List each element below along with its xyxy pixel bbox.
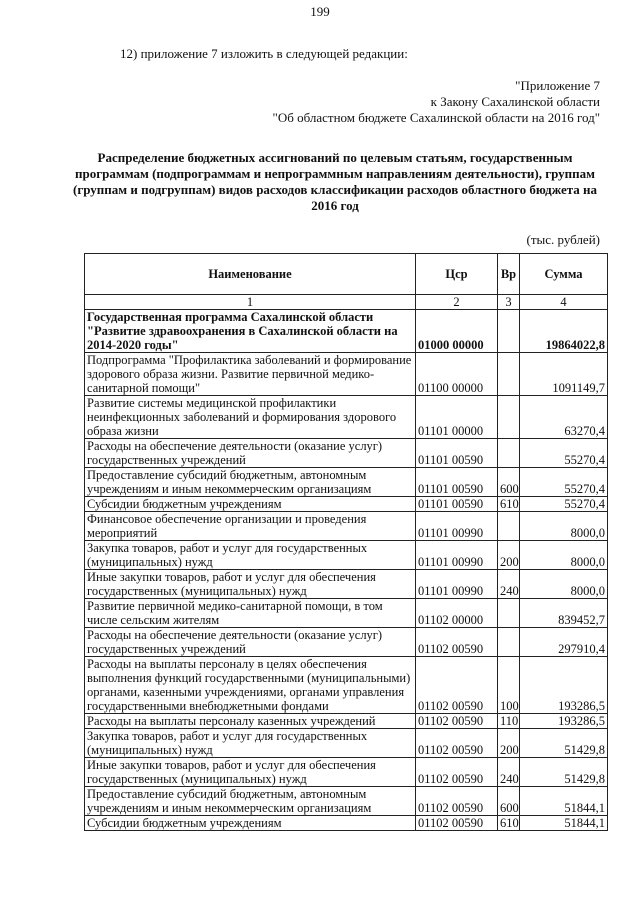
- row-sum: 51429,8: [520, 729, 608, 758]
- page-number: 199: [310, 4, 330, 19]
- row-vr: [498, 512, 520, 541]
- header-vr: Вр: [498, 254, 520, 295]
- row-name: Расходы на обеспечение деятельности (оказание услуг) государственных учреждений: [85, 439, 416, 468]
- table-row: [85, 570, 608, 599]
- table-row: [85, 714, 608, 729]
- row-vr: 600: [498, 468, 520, 497]
- row-name: Развитие первичной медико-санитарной помощи, в том числе сельским жителям: [85, 599, 416, 628]
- table-row: [85, 729, 608, 758]
- row-vr: 600: [498, 787, 520, 816]
- document-title: Распределение бюджетных ассигнований по целевым статьям, государственным программам (подпрограммам и непрограммным направлениям деятельности), группам (группам и подгруппам) видов расходов классификации расходов областного бюджета на 2016 год: [72, 150, 598, 213]
- appendix-line-1: "Приложение 7: [515, 78, 600, 93]
- row-sum: 193286,5: [520, 657, 608, 714]
- row-name: Финансовое обеспечение организации и проведения мероприятий: [85, 512, 416, 541]
- row-vr: 240: [498, 758, 520, 787]
- row-name: Предоставление субсидий бюджетным, автономным учреждениям и иным некоммерческим организациям: [85, 787, 416, 816]
- units-label: (тыс. рублей): [526, 232, 600, 247]
- row-code: 01000 00000: [416, 310, 498, 353]
- row-name: Иные закупки товаров, работ и услуг для обеспечения государственных (муниципальных) нужд: [85, 570, 416, 599]
- column-number: 2: [416, 295, 498, 310]
- row-vr: 610: [498, 816, 520, 831]
- budget-table: [84, 253, 608, 831]
- row-name: Субсидии бюджетным учреждениям: [85, 816, 416, 831]
- row-sum: 55270,4: [520, 468, 608, 497]
- column-number: 1: [85, 295, 416, 310]
- column-number: 3: [498, 295, 520, 310]
- row-vr: [498, 310, 520, 353]
- row-name: Расходы на выплаты персоналу казенных учреждений: [85, 714, 416, 729]
- row-sum: 8000,0: [520, 570, 608, 599]
- row-vr: [498, 353, 520, 396]
- row-code: 01101 00590: [416, 497, 498, 512]
- table-row: [85, 758, 608, 787]
- row-code: 01101 00990: [416, 541, 498, 570]
- table-row: [85, 439, 608, 468]
- row-code: 01102 00590: [416, 758, 498, 787]
- column-numbering-row: [85, 295, 608, 310]
- table-row: [85, 657, 608, 714]
- row-code: 01101 00590: [416, 439, 498, 468]
- row-vr: 610: [498, 497, 520, 512]
- table-row: [85, 396, 608, 439]
- row-code: 01102 00590: [416, 816, 498, 831]
- row-sum: 55270,4: [520, 497, 608, 512]
- row-name: Закупка товаров, работ и услуг для государственных (муниципальных) нужд: [85, 541, 416, 570]
- row-vr: [498, 396, 520, 439]
- intro-text: 12) приложение 7 изложить в следующей редакции:: [120, 46, 408, 61]
- row-code: 01101 00000: [416, 396, 498, 439]
- row-code: 01102 00590: [416, 714, 498, 729]
- table-header-row: [85, 254, 608, 295]
- row-sum: 8000,0: [520, 541, 608, 570]
- row-name: Государственная программа Сахалинской области "Развитие здравоохранения в Сахалинской области на 2014-2020 годы": [85, 310, 416, 353]
- table-row: [85, 599, 608, 628]
- appendix-line-3: "Об областном бюджете Сахалинской области на 2016 год": [272, 110, 600, 125]
- table-row: [85, 353, 608, 396]
- row-name: Развитие системы медицинской профилактики неинфекционных заболеваний и формирования здорового образа жизни: [85, 396, 416, 439]
- column-number: 4: [520, 295, 608, 310]
- row-vr: 110: [498, 714, 520, 729]
- row-name: Иные закупки товаров, работ и услуг для обеспечения государственных (муниципальных) нужд: [85, 758, 416, 787]
- row-code: 01102 00000: [416, 599, 498, 628]
- row-code: 01101 00590: [416, 468, 498, 497]
- header-code: Цср: [416, 254, 498, 295]
- row-name: Подпрограмма "Профилактика заболеваний и формирование здорового образа жизни. Развитие первичной медико-санитарной помощи": [85, 353, 416, 396]
- row-code: 01101 00990: [416, 570, 498, 599]
- appendix-line-2: к Закону Сахалинской области: [430, 94, 600, 109]
- row-name: Расходы на выплаты персоналу в целях обеспечения выполнения функций государственными (муниципальными) органами, казенными учреждениями, органами управления государственными внебюджетными фондами: [85, 657, 416, 714]
- table-row: [85, 816, 608, 831]
- table-row: [85, 628, 608, 657]
- table-row: [85, 787, 608, 816]
- row-vr: 240: [498, 570, 520, 599]
- row-code: 01102 00590: [416, 787, 498, 816]
- row-code: 01102 00590: [416, 657, 498, 714]
- row-sum: 19864022,8: [520, 310, 608, 353]
- table-row: [85, 541, 608, 570]
- row-code: 01100 00000: [416, 353, 498, 396]
- row-name: Предоставление субсидий бюджетным, автономным учреждениям и иным некоммерческим организациям: [85, 468, 416, 497]
- row-vr: 200: [498, 541, 520, 570]
- row-sum: 193286,5: [520, 714, 608, 729]
- row-code: 01101 00990: [416, 512, 498, 541]
- row-code: 01102 00590: [416, 729, 498, 758]
- table-row: [85, 310, 608, 353]
- row-sum: 297910,4: [520, 628, 608, 657]
- table-row: [85, 468, 608, 497]
- row-sum: 55270,4: [520, 439, 608, 468]
- header-sum: Сумма: [520, 254, 608, 295]
- row-sum: 8000,0: [520, 512, 608, 541]
- table-row: [85, 497, 608, 512]
- row-sum: 1091149,7: [520, 353, 608, 396]
- row-name: Закупка товаров, работ и услуг для государственных (муниципальных) нужд: [85, 729, 416, 758]
- row-code: 01102 00590: [416, 628, 498, 657]
- row-sum: 51844,1: [520, 816, 608, 831]
- row-sum: 63270,4: [520, 396, 608, 439]
- row-name: Расходы на обеспечение деятельности (оказание услуг) государственных учреждений: [85, 628, 416, 657]
- row-vr: 100: [498, 657, 520, 714]
- row-vr: 200: [498, 729, 520, 758]
- appendix-header: [273, 78, 600, 126]
- row-name: Субсидии бюджетным учреждениям: [85, 497, 416, 512]
- header-name: Наименование: [85, 254, 416, 295]
- row-vr: [498, 439, 520, 468]
- row-sum: 839452,7: [520, 599, 608, 628]
- row-vr: [498, 628, 520, 657]
- table-row: [85, 512, 608, 541]
- row-sum: 51429,8: [520, 758, 608, 787]
- row-sum: 51844,1: [520, 787, 608, 816]
- row-vr: [498, 599, 520, 628]
